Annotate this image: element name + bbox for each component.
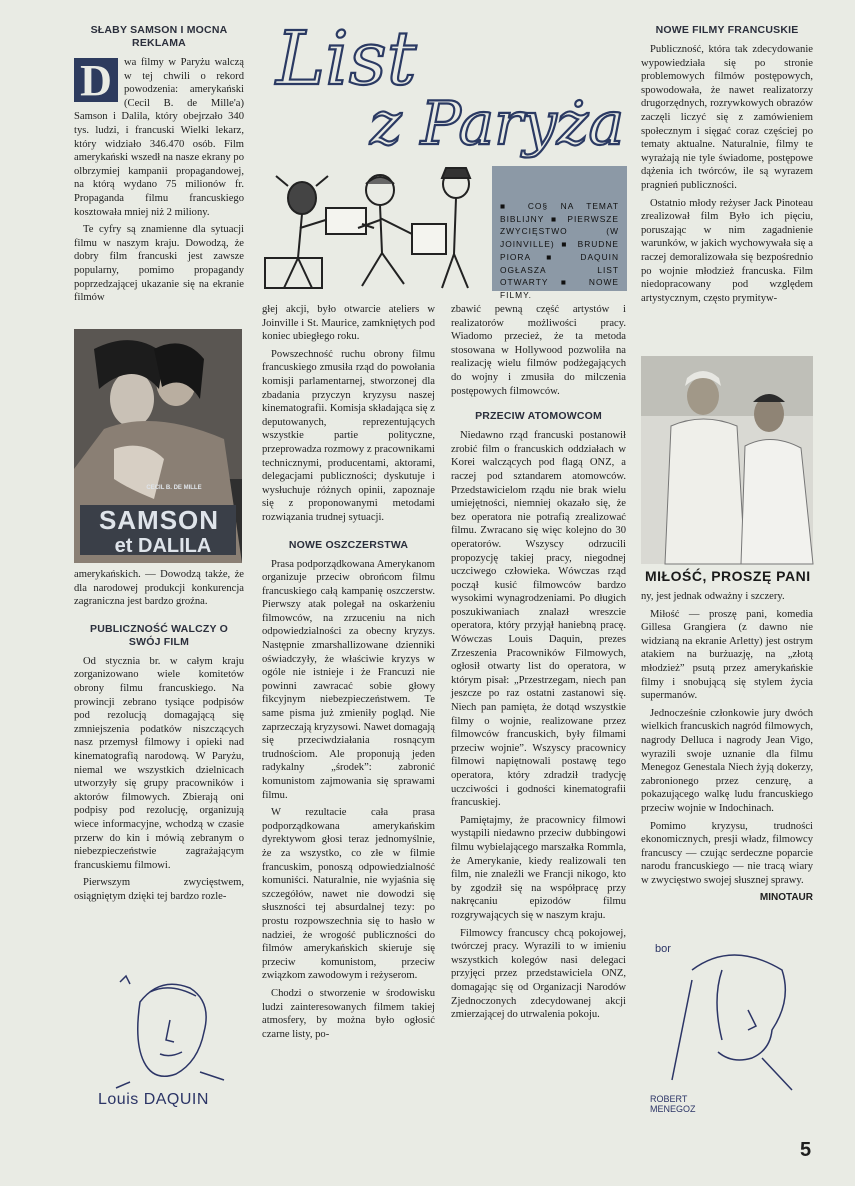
cartoon-illustration	[262, 158, 487, 298]
sketch-signature-menegoz: ROBERT MENEGOZ	[650, 1094, 696, 1114]
paragraph: Te cyfry są znamienne dla sytuacji filmu w naszym kraju. Dowodzą, że dobry film francuski jest zawsze popularny, pomimo propagandy poprzedzającej ukazanie się na ekranie filmów	[74, 224, 244, 304]
column-4-continued	[641, 590, 813, 905]
film-still-illustration	[641, 356, 813, 564]
sketch-tag: bor	[655, 943, 671, 955]
paragraph: głej akcji, było otwarcie ateliers w Joinville i St. Maurice, zamkniętych pod koniec ubiegłego roku.	[262, 304, 435, 343]
paragraph: amerykańskich. — Dowodzą także, że dla narodowej produkcji konkurencja zagraniczna jest bardzo groźna.	[74, 569, 244, 608]
paragraph: Pomimo kryzysu, trudności ekonomicznych, presji władz, filmowcy francuscy — czując serdeczne poparcie narodu francuskiego — nie tracą wiary w zwycięstwo swojej słusznej sprawy.	[641, 820, 813, 886]
paragraph: Publiczność, która tak zdecydowanie wypowiedziała się po stronie problemowych filmów postępowych, spowodowała, że nawet realizatorzy drugorzędnych, rozrywkowych obrazów zaczęli liczyć się z zamówieniem społecznym i sięgać coraz częściej po tematy aktualne. Naturalnie, filmy te wyrażają nie tyle świadome, postępowe dążenia ich twórców, ile są wyrazem pragnień publiczności.	[641, 44, 813, 191]
column-1	[74, 20, 244, 309]
contents-caption-box	[492, 166, 627, 300]
column-3	[451, 303, 626, 1026]
sketch-signature-daquin: Louis DAQUIN	[98, 1091, 209, 1108]
louis-daquin-sketch	[100, 962, 250, 1092]
poster-small-text: CECIL B. DE MILLE	[146, 485, 202, 491]
heading-public-fights: PUBLICZNOŚĆ WALCZY O SWÓJ FILM	[90, 622, 228, 648]
photo-caption: MIŁOŚĆ, PROSZĘ PANI	[645, 568, 811, 584]
title-line-2: z Paryża	[370, 89, 625, 159]
caption-text: ■ CO§ NA TEMAT BIBLIJNY ■ PIERWSZE ZWYCIĘSTWO (W JOINVILLE) ■ BRUDNE PIORA ■ DAQUIN OGŁASZA LIST OTWARTY ■ NOWE FILMY.	[500, 201, 619, 300]
column-2	[262, 303, 435, 1045]
title-list-z-paryza	[262, 6, 625, 159]
paragraph: Niedawno rząd francuski postanowił zrobić film o francuskich oddziałach w Korei walczących pod flagą ONZ, a raczej pod sztandarem atomowców. Przedstawicielom rządu nie brak wielu umiejętności, niemniej okazało się, że bez operatora nie potrafią zrealizować filmu. Zwracano się więc kolejno do 30 operatorów. Wszyscy odrzucili propozycję takiej pracy, niegodnej uczciwego człowieka. Wówczas rząd począł kusić filmowców bardzo wysokimi wynagrodzeniami. Po długich poszukiwaniach znalazł wreszcie operatora, który przyjął haniebną pracę. Wówczas Louis Daquin, prezes Zrzeszenia Pracowników Filmowych, ogłosił otwarty list do operatora, w którym pisał: „Przestrzegam, niech pan jeszcze po raz ostatni zastanowi się. Niech pan pamięta, że dotąd wszystkie filmy o wojnie, realizowane przez filmowców francuskich, były filmami przeciw wojnie”. Wszyscy pracownicy filmowi napiętnowali postawę tego operatora, który zdradził tradycję uczciwości i godności kinematografii francuskiej.	[451, 430, 626, 809]
column-1-continued	[74, 568, 244, 907]
poster-title-samson: SAMSON	[98, 505, 220, 535]
samson-dalila-poster-photo	[74, 329, 242, 563]
paragraph: Powszechność ruchu obrony filmu francuskiego zmusiła rząd do powołania komisji parlamentarnej, stworzonej dla zbadania przyczyn kryzysu naszej kinematografii. Komisja składająca się z deputowanych, reprezentujących wszystkie partie polityczne, przeprowadza rozmowy z pracownikami technicznymi, producentami, aktorami, delegacjami publiczności; dyskutuje i wysłuchuje różnych opinii, zapoznaje się z proponowanymi metodami rozwiązania trudnej sytuacji.	[262, 348, 435, 523]
paragraph: Filmowcy francuscy chcą pokojowej, twórczej pracy. Wyrazili to w imieniu wszystkich kolegów nasi delegaci przyjęci przez przedstawiciela ONZ, domagając się od Organizacji Narodów Zjednoczonych zdecydowanej akcji zmierzającej do utrwalenia pokoju.	[451, 927, 626, 1021]
paragraph: Od stycznia br. w całym kraju zorganizowano wiele komitetów obrony filmu francuskiego. Na prowincji zebrano tysiące podpisów pod rezolucją domagającą się zmniejszenia podatków niszczących nasz przemysł filmowy i opieki nad kinematografią narodową. W Paryżu, niemal we wszystkich dzielnicach utworzyły się grupy pracowników i aktorów filmowych. Zbierają oni podpisy pod rezolucję, organizują wiece informacyjne, wchodzą w czasie przerw do kin i mówią zebranym o niebezpieczeństwie zagrażającym francuskiemu filmowi.	[74, 655, 244, 871]
heading-weak-samson: SŁABY SAMSON I MOCNA REKLAMA	[90, 24, 228, 49]
heading-against-atomics: PRZECIW ATOMOWCOM	[475, 410, 602, 423]
title-line-1: List	[276, 16, 417, 102]
paragraph: Pierwszym zwycięstwem, osiągniętym dzięki tej bardzo rozle-	[74, 877, 244, 902]
paragraph: Chodzi o stworzenie w środowisku ludzi zainteresowanych filmem takiej atmosfery, by można było ogłosić czarne listy, po-	[262, 987, 435, 1040]
drop-cap: D	[74, 58, 118, 102]
page-number: 5	[800, 1139, 812, 1161]
paragraph: Pamiętajmy, że pracownicy filmowi wystąpili niedawno przeciw dubbingowi filmu wybielającego marszałka Rommla, że Amerykanie, kiedy realizowali ten film, nie znaleźli we Francji nikogo, kto by zgodził się na współpracę przy nakręcaniu epizodów filmu rozgrywających się w naszym kraju.	[451, 814, 626, 921]
author-signature: MINOTAUR	[759, 892, 813, 904]
milosc-film-still-photo	[641, 356, 813, 564]
column-4	[641, 20, 813, 309]
paragraph: W rezultacie cała prasa podporządkowana amerykańskim dyrektywom głosi teraz jednomyślnie, że za wszystko, co złe w filmie francuskim, ponoszą odpowiedzialność komuniści. Naturalnie, nie wyjaśnia się szczegółów, nawet nie dowodzi się słuszności tej absurdalnej tezy: po prostu rozpowszechnia się to hasło w nadziei, że wrogość publiczności do filmów amerykańskich skieruje się przeciw komunistom, przeciw związkom zawodowym i reżyserom.	[262, 807, 435, 982]
paragraph: Miłość — proszę pani, komedia Gillesa Grangiera (z dawno nie widzianą na ekranie Arletty) jest ostrym atakiem na burżuazję, na „złotą młodzież” psutą przez amerykańskie filmy i snobującą się stylem życia supermanów.	[641, 608, 813, 702]
paragraph: D wa filmy w Paryżu walczą w tej chwili o rekord powodzenia: amerykański (Cecil B. de Mille'a) Samson i Dalila, który obejrzało 340 tys. ludzi, i francuski Wielki lekarz, który widziało 346.470 osób. Film amerykański wszedł na nasze ekrany po olbrzymiej kampanii propagandowej, na którą wydano 75 milionów fr. Propaganda filmu francuskiego kosztowała mniej niż 2 miliony.	[74, 56, 244, 218]
paragraph: ny, jest jednak odważny i szczery.	[641, 591, 785, 602]
paragraph: zbawić pewną część artystów i realizatorów możliwości pracy. Wiadomo przecież, że ta metoda stosowana w Hollywood pozwoliła na realizację wielu filmów podżegających do wojny i zmusiła do milczenia postępowych filmowców.	[451, 304, 626, 397]
poster-title-dalila: et DALILA	[114, 535, 212, 557]
paragraph: Jednocześnie członkowie jury dwóch wielkich francuskich nagród filmowych, nagrody Delluca i nagrody Jean Vigo, wyrazili swoje uznanie dla filmu Menegoz Genestala Niech żyją dokerzy, zabronionego przez cenzurę, a pokazującego walkę ludu francuskiego przeciw wojnie w Indochinach.	[641, 707, 813, 814]
paragraph: Prasa podporządkowana Amerykanom organizuje przeciw obrońcom filmu francuskiego całą kampanię oszczerstw. Pierwszy atak polegał na oskarżeniu filmowców, na zrzuceniu na nich odpowiedzialności za obecny kryzys. Następnie zmarshallizowane dzienniki oświadczyły, że właściwie kryzys w ogóle nie istnieje i że Francuzi nie powinni zawracać sobie głowy fikcyjnym niebezpieczeństwem. Te same pisma już zmieniły pogląd. Nie zaprzeczają kryzysowi. Nawet domagają się przeciwdziałania rosnącym trudnościom. Ale proponują jeden radykalny „środek”: zabronić komunistom zajmowania się sprawami filmu.	[262, 558, 435, 801]
heading-new-french-films: NOWE FILMY FRANCUSKIE	[655, 24, 799, 36]
heading-new-slanders: NOWE OSZCZERSTWA	[288, 538, 409, 551]
robert-menegoz-sketch	[652, 940, 812, 1090]
paragraph: Ostatnio młody reżyser Jack Pinoteau zrealizował film Było ich pięciu, poruszając w nim zagadnienie warunków, w jakich wychowywała się a raczej demoralizowała się bezpośrednio po wojnie młodzież francuska. Film niedopracowany pod względem artystycznym, często prymityw-	[641, 197, 813, 304]
